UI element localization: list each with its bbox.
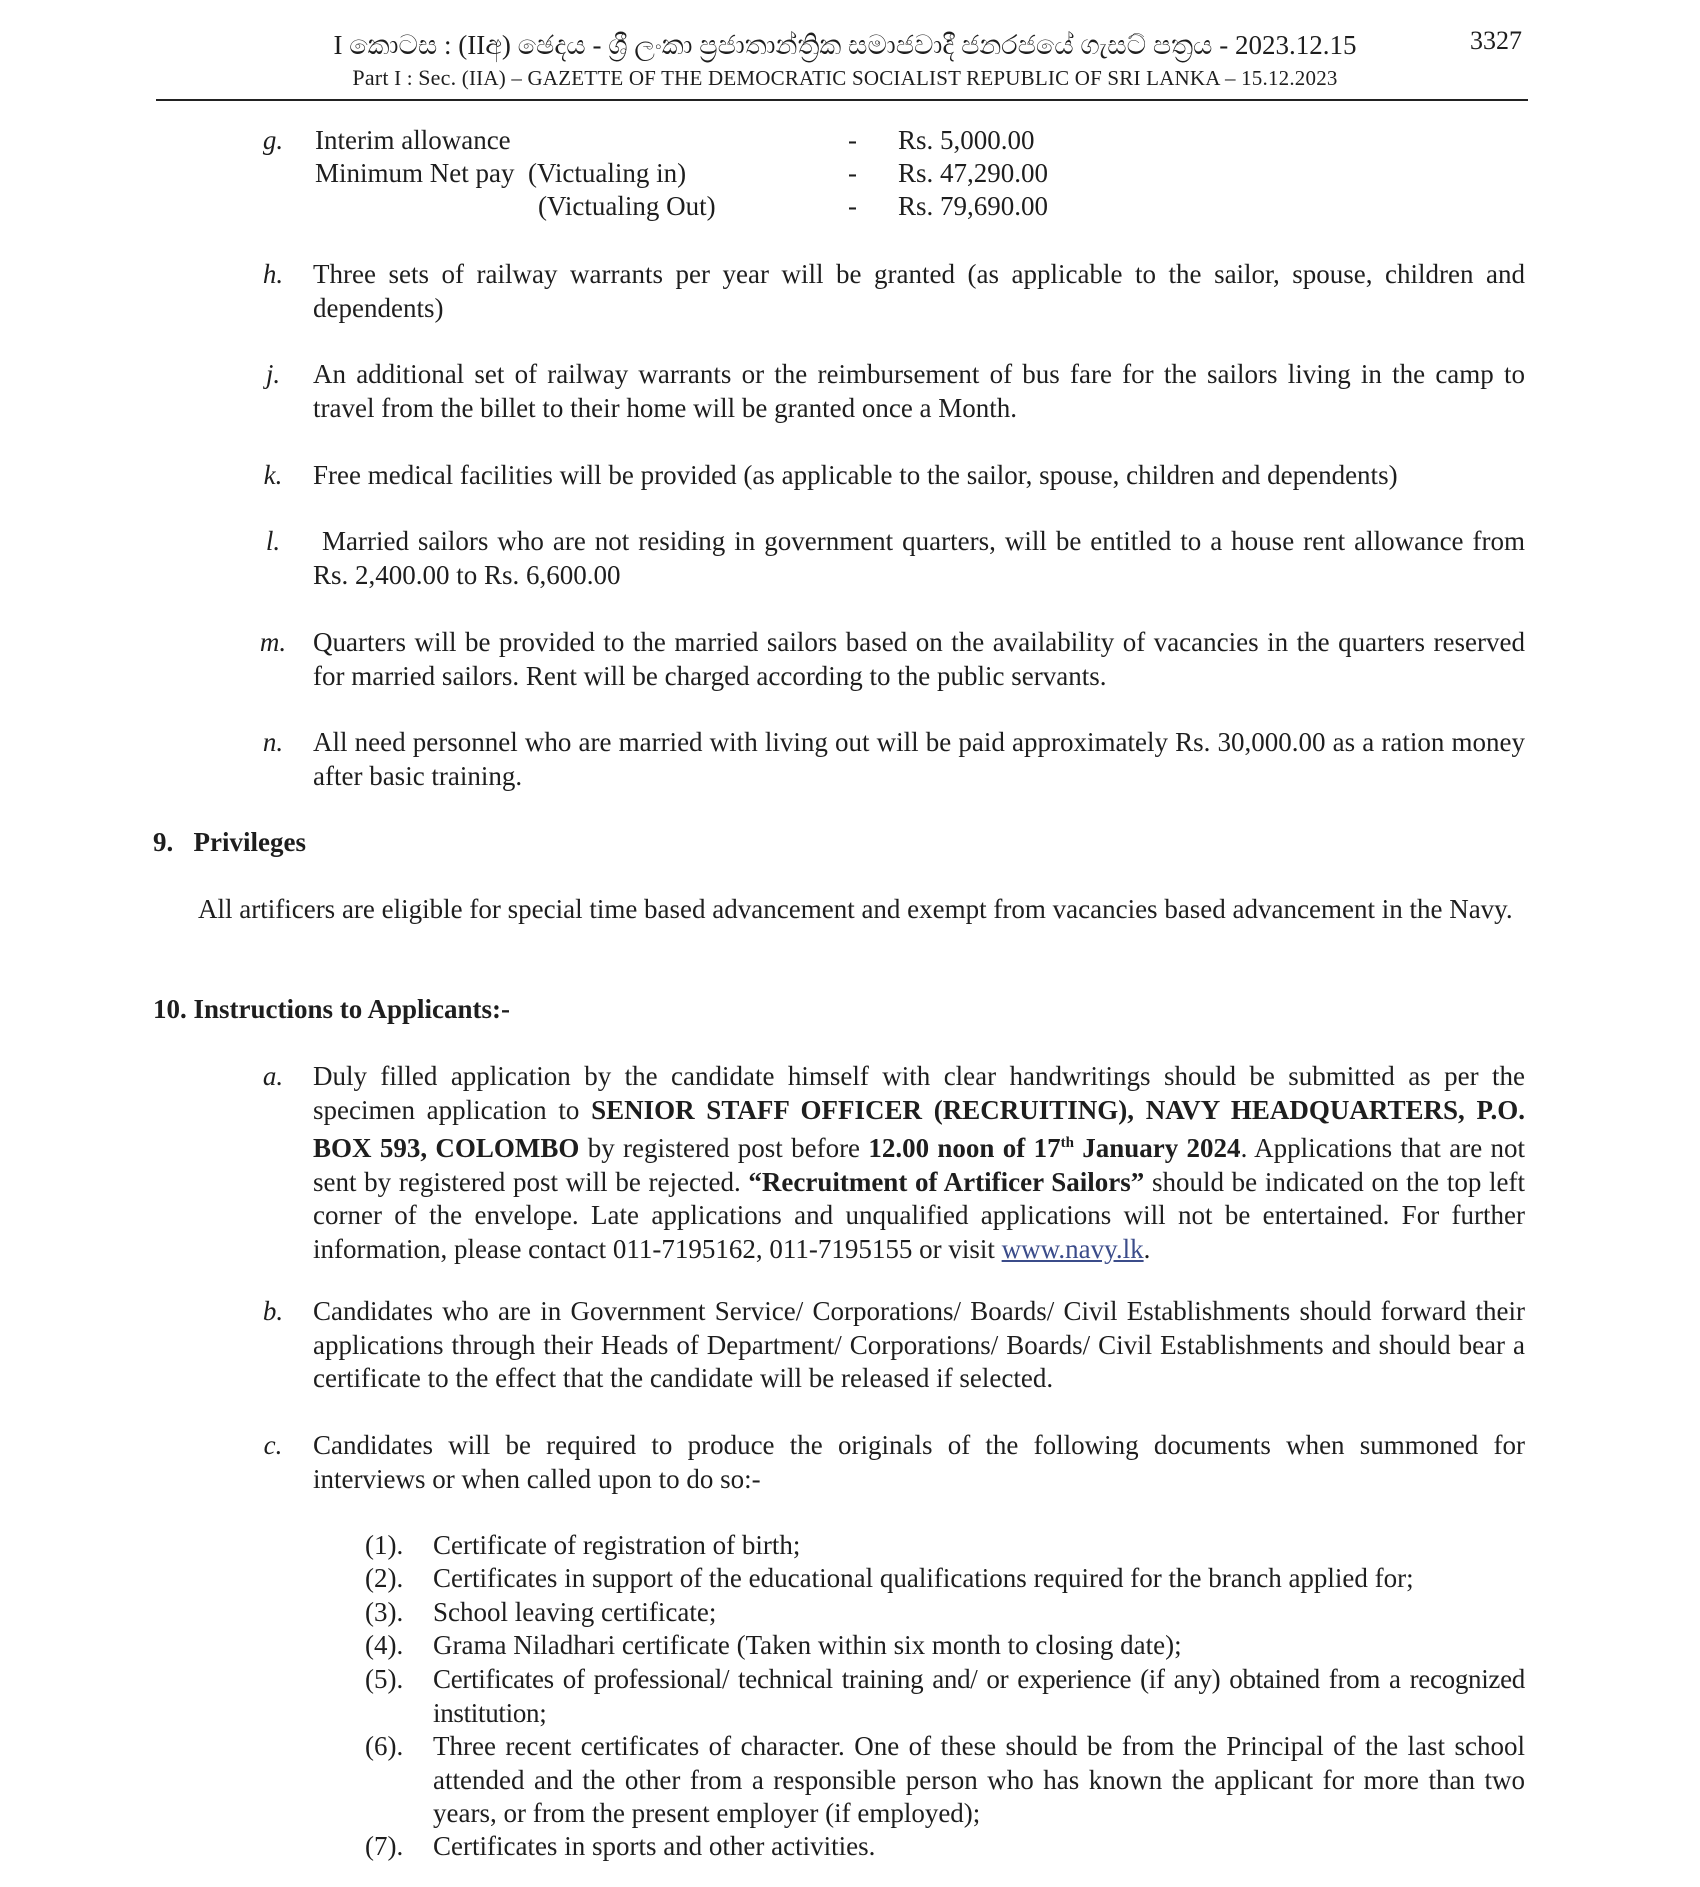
item-k-text: Free medical facilities will be provided (as applicable to the sailor, spouse, children and dependents) xyxy=(313,460,1398,490)
header-rule xyxy=(156,99,1528,101)
10a-address: SENIOR STAFF OFFICER (RECRUITING), NAVY HEADQUARTERS, P.O. BOX 593, COLOMBO xyxy=(313,1094,1525,1163)
item-10a-letter: a. xyxy=(262,1061,284,1091)
item-k-letter: k. xyxy=(263,460,283,490)
doc-5-text: Certificates of professional/ technical training and/ or experience (if any) obtained from a recognized institution; xyxy=(433,1664,1525,1728)
doc-2-text: Certificates in support of the educational qualifications required for the branch applied for; xyxy=(433,1563,1414,1593)
header-sinhala: I කොටස : (IIඅ) ඡෙදය - ශ්‍රී ලංකා ප්‍රජාතාන්ත්‍රික සමාජවාදී ජනරජයේ ගැසට් පත්‍රය - 2023.12.15 xyxy=(333,30,1357,60)
doc-1-number: (1). xyxy=(365,1530,404,1560)
navy-website-link[interactable]: www.navy.lk xyxy=(1001,1233,1144,1264)
item-10c-letter: c. xyxy=(263,1430,283,1460)
item-j-letter: j. xyxy=(265,359,281,389)
section-9-body: All artificers are eligible for special time based advancement and exempt from vacancies based advancement in the Navy. xyxy=(198,894,1513,924)
victualing-out-label: (Victualing Out) xyxy=(538,191,716,221)
item-n-text: All need personnel who are married with living out will be paid approximately Rs. 30,000.00 as a ration money after basic training. xyxy=(313,727,1525,791)
header-part-number: I : xyxy=(388,66,419,90)
doc-7-text: Certificates in sports and other activities. xyxy=(433,1831,876,1861)
10a-part-1: Duly filled application by the candidate himself with clear handwritings should be submitted as per the specimen application to xyxy=(313,1061,1525,1125)
item-h-letter: h. xyxy=(262,259,284,289)
doc-6-text: Three recent certificates of character. One of these should be from the Principal of the last school attended and the other from a responsible person who has known the applicant for more than two years, or from the present employer (if employed); xyxy=(433,1731,1525,1828)
item-n-letter: n. xyxy=(262,727,284,757)
10a-deadline-date: January 2024 xyxy=(1073,1133,1241,1163)
doc-1-text: Certificate of registration of birth; xyxy=(433,1530,801,1560)
header-part-word: Part xyxy=(352,65,389,90)
dash-2: - xyxy=(848,158,857,188)
item-m-letter: m. xyxy=(259,627,287,657)
interim-allowance-label: Interim allowance xyxy=(315,125,511,155)
doc-4-number: (4). xyxy=(365,1630,404,1660)
item-m-text: Quarters will be provided to the married sailors based on the availability of vacancies in the quarters reserved for married sailors. Rent will be charged according to the public servants. xyxy=(313,627,1525,691)
page-number: 3327 xyxy=(1470,26,1522,55)
10a-part-5: . xyxy=(1143,1233,1151,1264)
doc-6-number: (6). xyxy=(365,1731,404,1761)
min-net-pay-label: Minimum Net pay (Victualing in) xyxy=(315,158,687,188)
doc-3-text: School leaving certificate; xyxy=(433,1597,717,1627)
10a-part-2: by registered post before xyxy=(579,1133,869,1163)
10a-deadline-sup: th xyxy=(1060,1135,1074,1151)
10a-deadline-time: 12.00 noon of 17 xyxy=(868,1133,1061,1163)
dash-3: - xyxy=(848,191,857,221)
item-10b-letter: b. xyxy=(262,1296,284,1326)
item-10a-text xyxy=(313,1060,1525,1266)
item-h-text: Three sets of railway warrants per year will be granted (as applicable to the sailor, spouse, children and dependents) xyxy=(313,259,1525,323)
header-sec-word: Sec. xyxy=(418,65,457,90)
item-l-letter: l. xyxy=(265,526,281,556)
section-10-heading: 10. Instructions to Applicants:- xyxy=(153,994,511,1024)
item-l-text: Married sailors who are not residing in government quarters, will be entitled to a house rent allowance from Rs. 2,400.00 to Rs. 6,600.00 xyxy=(313,526,1532,590)
victualing-out-value: Rs. 79,690.00 xyxy=(898,191,1049,221)
doc-3-number: (3). xyxy=(365,1597,404,1627)
victualing-in-value: Rs. 47,290.00 xyxy=(898,158,1049,188)
10a-part-4: should be indicated on the top left corner of the envelope. Late applications and unqualified applications will not be entertained. For further information, please contact 011-7195162, 011-7195155 or visit xyxy=(313,1166,1525,1264)
header-english-rest: (IIA) – GAZETTE OF THE DEMOCRATIC SOCIALIST REPUBLIC OF SRI LANKA – 15.12.2023 xyxy=(456,66,1338,90)
item-10c-text: Candidates will be required to produce the originals of the following documents when summoned for interviews or when called upon to do so:- xyxy=(313,1430,1525,1494)
dash-1: - xyxy=(848,125,857,155)
header-english xyxy=(305,64,1385,92)
section-9-heading: 9. Privileges xyxy=(153,827,306,857)
doc-7-number: (7). xyxy=(365,1831,404,1861)
10a-envelope-note: “Recruitment of Artificer Sailors” xyxy=(748,1166,1145,1197)
interim-allowance-value: Rs. 5,000.00 xyxy=(898,125,1035,155)
item-10b-text: Candidates who are in Government Service/ Corporations/ Boards/ Civil Establishments should forward their applications through their Heads of Department/ Corporations/ Boards/ Civil Establishments and should bear a certificate to the effect that the candidate will be released if selected. xyxy=(313,1296,1525,1393)
10a-part-3: . Applications that are not sent by registered post will be rejected. xyxy=(313,1133,1525,1197)
item-g-letter: g. xyxy=(262,125,284,155)
doc-4-text: Grama Niladhari certificate (Taken within six month to closing date); xyxy=(433,1630,1182,1660)
doc-5-number: (5). xyxy=(365,1664,404,1694)
item-j-text: An additional set of railway warrants or the reimbursement of bus fare for the sailors living in the camp to travel from the billet to their home will be granted once a Month. xyxy=(313,359,1525,423)
doc-2-number: (2). xyxy=(365,1563,404,1593)
